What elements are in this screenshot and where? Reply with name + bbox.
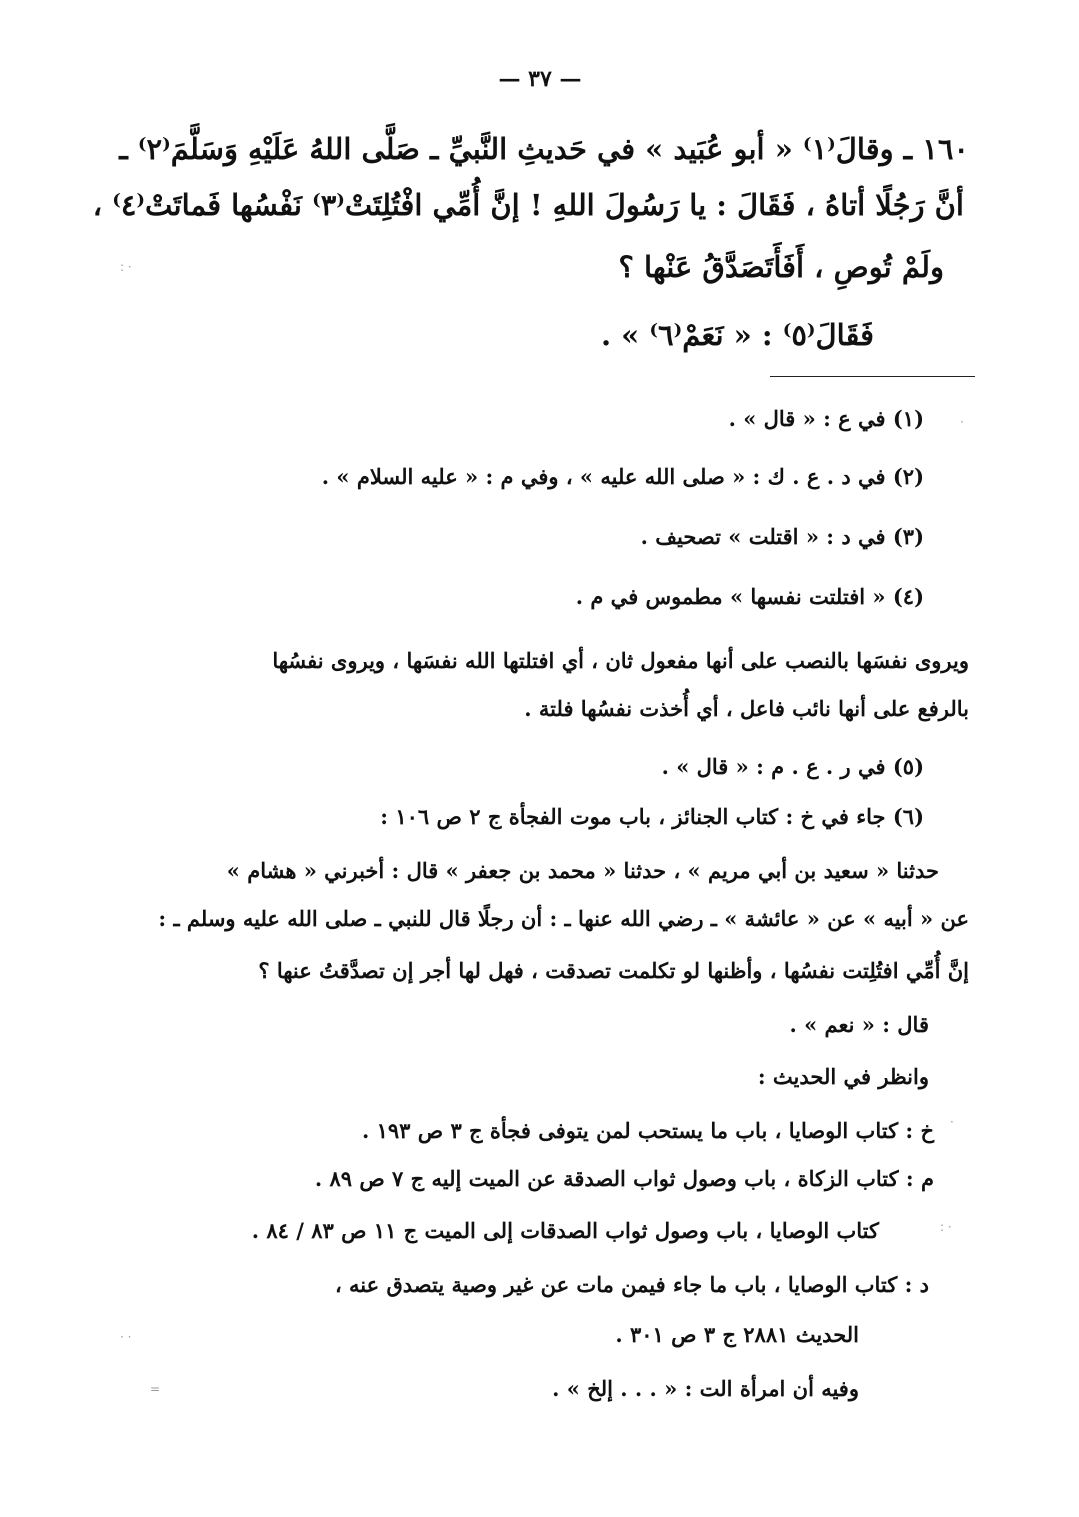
- hadith-line-4: فَقَالَ⁽٥⁾ : « نَعَمْ⁽٦⁾ » .: [600, 318, 874, 352]
- footnote-1: (١) في ع : « قال » .: [728, 406, 924, 431]
- footnote-separator: [770, 376, 975, 377]
- quote-line-3: إنَّ أُمِّي افتُلِتت نفسُها ، وأظنها لو تكلمت تصدقت ، فهل لها أجر إن تصدَّقتُ عنها ؟: [258, 958, 969, 983]
- scan-speck: : ·: [120, 260, 132, 274]
- footnote-3: (٣) في د : « اقتلت » تصحيف .: [640, 524, 924, 549]
- hadith-line-3: ولَمْ تُوصِ ، أَفَأَتَصَدَّقُ عَنْها ؟: [618, 250, 944, 284]
- scan-speck: =: [150, 1382, 161, 1396]
- footnote-2: (٢) في د . ع . ك : « صلى الله عليه » ، وفي م : « عليه السلام » .: [321, 464, 924, 489]
- reference-line-2: م : كتاب الزكاة ، باب وصول ثواب الصدقة عن الميت إليه ج ٧ ص ٨٩ .: [314, 1166, 934, 1191]
- quote-line-1: حدثنا « سعيد بن أبي مريم » ، حدثنا « محمد بن جعفر » قال : أخبرني « هشام »: [226, 858, 939, 883]
- hadith-line-2: أنَّ رَجُلًا أتاهُ ، فَقَالَ : يا رَسُولَ اللهِ ! إنَّ أُمِّي افْتُلِتَتْ⁽٣⁾ نَفْسُها فَماتَتْ⁽٤⁾ ،: [92, 188, 964, 222]
- reference-line-6: وفيه أن امرأة الت : « . . . إلخ » .: [552, 1376, 859, 1401]
- reference-line-3: كتاب الوصايا ، باب وصول ثواب الصدقات إلى الميت ج ١١ ص ٨٣ / ٨٤ .: [251, 1218, 879, 1243]
- scan-speck: ·: [960, 415, 964, 429]
- reference-line-5: الحديث ٢٨٨١ ج ٣ ص ٣٠١ .: [615, 1322, 859, 1347]
- footnote-4: (٤) « افتلتت نفسها » مطموس في م .: [575, 584, 924, 609]
- scan-speck: ·: [950, 1115, 954, 1129]
- reference-line-1: خ : كتاب الوصايا ، باب ما يستحب لمن يتوفى فجأة ج ٣ ص ١٩٣ .: [361, 1118, 934, 1143]
- quote-line-2: عن « أبيه » عن « عائشة » ـ رضي الله عنها ـ : أن رجلًا قال للنبي ـ صلى الله عليه وسلم ـ :: [158, 906, 969, 931]
- footnote-6: (٦) جاء في خ : كتاب الجنائز ، باب موت الفجأة ج ٢ ص ١٠٦ :: [380, 804, 924, 829]
- footnote-4-paragraph-2: بالرفع على أنها نائب فاعل ، أي أُخذت نفسُها فلتة .: [524, 696, 969, 721]
- scan-speck: · ·: [120, 1330, 132, 1344]
- see-also-heading: وانظر في الحديث :: [757, 1064, 929, 1089]
- footnote-5: (٥) في ر . ع . م : « قال » .: [661, 754, 924, 779]
- footnote-4-paragraph-1: ويروى نفسَها بالنصب على أنها مفعول ثان ، أي افتلتها الله نفسَها ، ويروى نفسُها: [272, 648, 969, 673]
- hadith-line-1: ١٦٠ ـ وقالَ⁽١⁾ « أبو عُبَيد » في حَديثِ النَّبيِّ ـ صَلَّى اللهُ عَلَيْهِ وَسَلَّمَ⁽٢⁾ ـ: [119, 132, 969, 166]
- reference-line-4: د : كتاب الوصايا ، باب ما جاء فيمن مات عن غير وصية يتصدق عنه ،: [334, 1272, 929, 1297]
- scan-speck: : ·: [940, 1220, 952, 1234]
- page-number: — ٣٧ —: [498, 66, 582, 92]
- quote-line-4: قال : « نعم » .: [789, 1012, 929, 1037]
